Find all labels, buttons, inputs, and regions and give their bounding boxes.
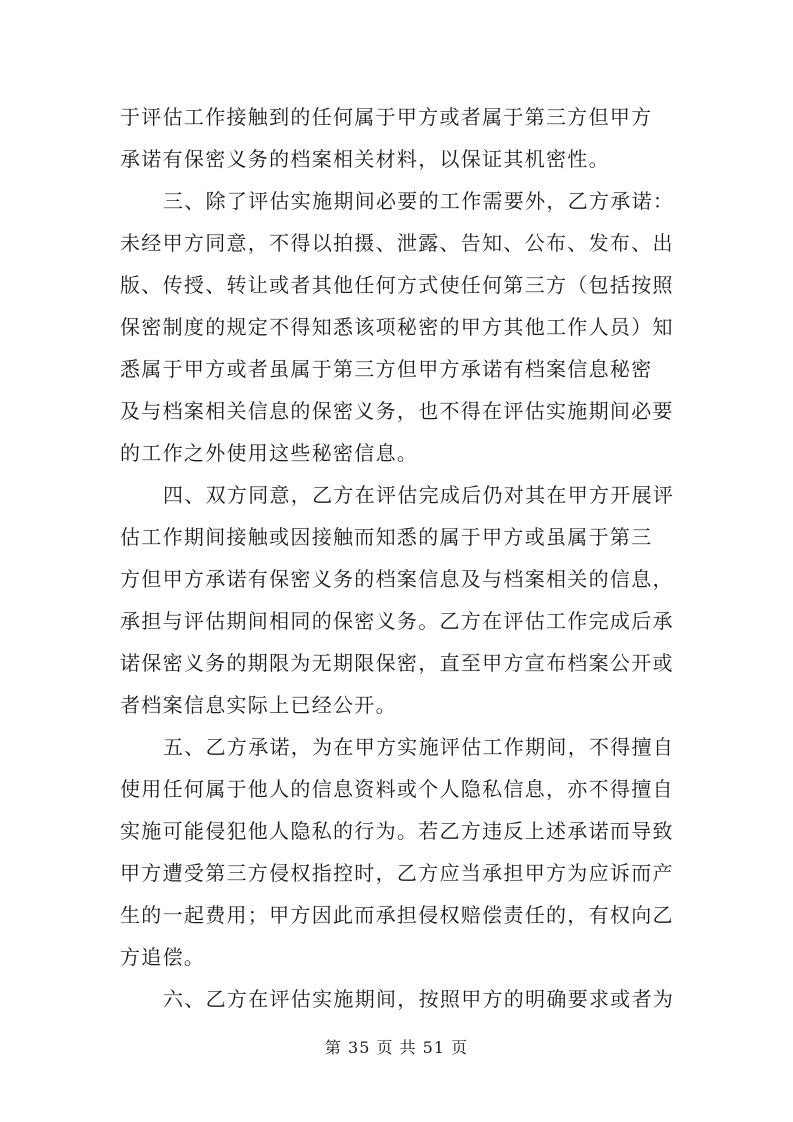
body-text-line: 实施可能侵犯他人隐私的行为。若乙方违反上述承诺而导致 [120,819,674,843]
body-text-line: 于评估工作接触到的任何属于甲方或者属于第三方但甲方 [120,105,653,129]
body-text-line: 甲方遭受第三方侵权指控时，乙方应当承担甲方为应诉而产 [120,861,674,885]
body-text-line: 使用任何属于他人的信息资料或个人隐私信息，亦不得擅自 [120,777,674,801]
body-text-line: 承诺有保密义务的档案相关材料，以保证其机密性。 [120,147,610,171]
body-text-line: 保密制度的规定不得知悉该项秘密的甲方其他工作人员）知 [120,315,674,339]
body-text-line: 承担与评估期间相同的保密义务。乙方在评估工作完成后承 [120,609,674,633]
body-text-line: 诺保密义务的期限为无期限保密，直至甲方宣布档案公开或 [120,651,674,675]
paragraph-4-start: 四、双方同意，乙方在评估完成后仍对其在甲方开展评 [163,483,675,507]
body-text-line: 方追偿。 [120,945,206,969]
paragraph-6-start: 六、乙方在评估实施期间，按照甲方的明确要求或者为 [163,987,675,1011]
body-text-line: 生的一起费用；甲方因此而承担侵权赔偿责任的，有权向乙 [120,903,674,927]
body-text-line: 者档案信息实际上已经公开。 [120,693,397,717]
paragraph-5-start: 五、乙方承诺，为在甲方实施评估工作期间，不得擅自 [163,735,675,759]
body-text-line: 悉属于甲方或者虽属于第三方但甲方承诺有档案信息秘密 [120,357,653,381]
body-text-line: 未经甲方同意，不得以拍摄、泄露、告知、公布、发布、出 [120,231,674,255]
paragraph-3-start: 三、除了评估实施期间必要的工作需要外，乙方承诺： [163,189,675,213]
body-text-line: 估工作期间接触或因接触而知悉的属于甲方或虽属于第三 [120,525,653,549]
body-text-line: 及与档案相关信息的保密义务，也不得在评估实施期间必要 [120,399,674,423]
page-number-footer: 第 35 页 共 51 页 [324,1038,469,1057]
body-text-line: 的工作之外使用这些秘密信息。 [120,441,419,465]
body-text-line: 版、传授、转让或者其他任何方式使任何第三方（包括按照 [120,273,674,297]
body-text-line: 方但甲方承诺有保密义务的档案信息及与档案相关的信息， [120,567,674,591]
